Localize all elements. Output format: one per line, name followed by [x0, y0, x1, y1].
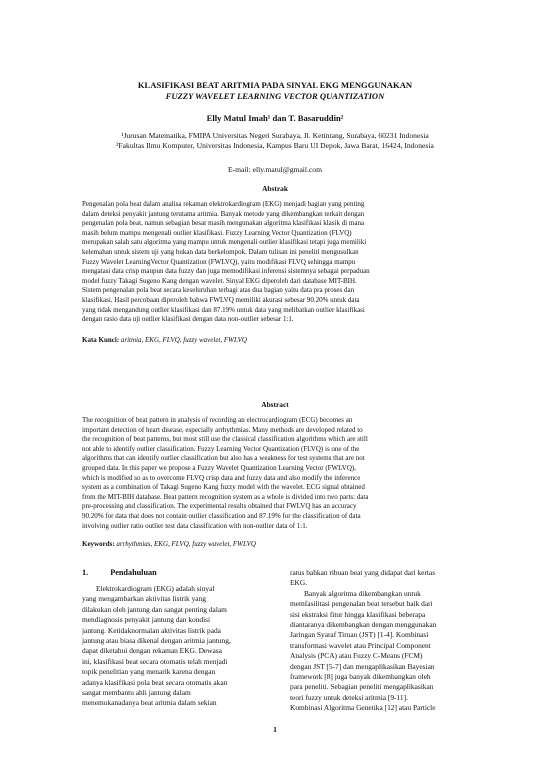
body-line: jantung atau biasa dikenal dengan aritmia jantung, — [82, 636, 231, 646]
abstract-body — [82, 416, 468, 531]
body-line: menemukanadanya beat aritmia dalam sekian — [82, 698, 217, 708]
paper-title — [60, 80, 490, 102]
abstract-line: involving outlier ratio outlier test data classification with non-outlier data of 1:1. — [82, 521, 308, 530]
body-line: Kombinasi Algoritma Genetika [12] atau Particle — [290, 703, 436, 713]
abstract-line: important detection of heart disease, especially arrhythmias. Many methods are developed related to — [82, 425, 363, 434]
abstract-line: which is modified so as to overcome FLVQ crisp data and fuzzy data and also modify the inference — [82, 473, 361, 482]
abstract-heading: Abstract — [261, 400, 289, 409]
body-line: dapat diketahui dengan rekaman EKG. Dewasa — [82, 646, 222, 656]
abstrak-line: Fuzzy Wavelet LearningVector Quantization (FWLVQ), yaitu modifikasi FLVQ sehingga mampu — [82, 257, 356, 266]
keywords — [82, 540, 468, 548]
body-line: sangat membantu ahli jantung dalam — [82, 688, 191, 698]
body-line: Banyak algoritma dikembangkan untuk — [304, 588, 421, 598]
affiliation-1: ¹Jurusan Matematika, FMIPA Universitas Negeri Surabaya, Jl. Ketintang, Surabaya, 60231 Indonesia — [121, 131, 429, 140]
author-list: Elly Matul Imah¹ dan T. Basaruddin² — [206, 113, 344, 123]
body-line: dilakukan oleh jantung dan sangat penting dalam — [82, 604, 227, 614]
keywords-label: Keywords: — [82, 540, 115, 548]
body-line: Elektrokardiogram (EKG) adalah sinyal — [96, 584, 215, 593]
body-line: dengan JST [5-7] dan mengaplikasikan Bayesian — [290, 661, 435, 671]
section-number: 1. — [82, 568, 89, 577]
body-line: Analysis (PCA) atau Fuzzy C-Means (FCM) — [290, 651, 423, 661]
abstract-line: from the MIT-BIH database. Beat pattern recognition system as a whole is divided into two parts: data — [82, 492, 369, 501]
keywords-values: arrhythmias, EKG, FLVQ, fuzzy wavelet, FWLVQ — [116, 540, 256, 548]
abstract-line: grouped data. In this paper we propose a Fuzzy Wavelet Quantization Learning Vector (FWLVQ), — [82, 463, 356, 472]
body-line: ratus bahkan ribuan beat yang didapat dari kertas — [290, 568, 436, 577]
body-line: framework [8] juga banyak dikembangkan oleh — [290, 672, 431, 682]
column-right — [290, 568, 490, 714]
body-line: jantung. Ketidaknormalan aktivitas listrik pada — [82, 625, 221, 635]
body-line: transformasi wavelet atau Principal Component — [290, 640, 431, 650]
abstrak-line: dengan rasio data uji outlier klasifikasi dengan data non-outlier sebesar 1:1. — [82, 315, 294, 324]
abstract-line: algorithms that can identify outlier classification but also has a weakness for test systems that are not — [82, 454, 365, 463]
body-line: yang mengambarkan aktivitas listrik yang — [82, 594, 206, 604]
abstract-line: pre-processing and classification. The experimental results obtained that FWLVQ has an accuracy — [82, 502, 357, 511]
body-line: EKG. — [290, 578, 308, 588]
abstrak-body — [82, 200, 468, 325]
section-title: Pendahuluan — [110, 568, 157, 577]
body-line: diantaranya dikembangkan dengan menggunakan — [290, 620, 437, 630]
section-heading — [82, 568, 157, 577]
body-line: teori fuzzy untuk deteksi aritmia [9-11]. — [290, 692, 408, 702]
abstract-line: not able to identify outlier classification. Fuzzy Learning Vector Quantization (FLVQ) is one of the — [82, 444, 360, 453]
kata-kunci — [82, 336, 468, 344]
column-left — [82, 584, 282, 709]
kata-kunci-label: Kata Kunci: — [82, 336, 120, 344]
body-line: memfasilitasi pengenalan beat tersebut baik dari — [290, 599, 433, 609]
abstract-line: system as a combination of Takagi Sugeno Kang fuzzy model with the wavelet. ECG signal obtained — [82, 483, 365, 492]
abstrak-line: pengenalan pola beat, namun sebagian besar masih mengunakan algoritma klasifikasi klasik di mana — [82, 219, 365, 228]
body-line: adanya klasifikasi pola beat secara otomatis akan — [82, 677, 228, 687]
page-number: 1 — [273, 725, 277, 734]
affiliation-2: ²Fakultas Ilmu Komputer, Universitas Indonesia, Kampus Baru UI Depok, Jawa Barat, 16424, Indonesia — [116, 141, 434, 150]
author-email: E-mail: elly.matul@gmail.com — [227, 165, 323, 174]
abstrak-line: Sistem pengenalan pola beat secara keseluruhan terbagi atas dua bagian yaitu data pra proses dan — [82, 286, 355, 295]
abstract-line: the recognition of beat patterns, but most still use the classical classification algorithms which are still — [82, 435, 368, 444]
abstrak-line: klasifikasi. Hasil percobaan diperoleh bahwa FWLVQ memiliki akurasi sebesar 90.20% untuk data — [82, 295, 360, 304]
kata-kunci-values: aritmia, EKG, FLVQ, fuzzy wavelet, FWLVQ — [120, 336, 247, 344]
abstrak-heading: Abstrak — [262, 184, 288, 193]
title-line-2: FUZZY WAVELET LEARNING VECTOR QUANTIZATION — [165, 91, 385, 101]
abstrak-line: merupakan salah satu algoritma yang mampu untuk mengenali outlier klasifikasi tetapi juga memiliki — [82, 238, 367, 247]
title-line-1: KLASIFIKASI BEAT ARITMIA PADA SINYAL EKG MENGGUNAKAN — [137, 80, 413, 90]
abstrak-line: masih belum mampu mengenali outlier klasifikasi. Fuzzy Learning Vector Quantization (FLVQ) — [82, 228, 352, 237]
body-line: mendiagnosis penyakit jantung dan kondisi — [82, 615, 211, 625]
body-line: topik penelitian yang menarik karena dengan — [82, 667, 216, 677]
abstrak-line: Pengenalan pola beat dalam analisa rekaman elektrokardiogram (EKG) menjadi bagian yang penting — [82, 200, 365, 208]
abstract-line: The recognition of beat pattern in analysis of recording an electrocardiogram (ECG) becomes an — [82, 416, 353, 424]
abstrak-line: model fuzzy Takagi Sugeno Kang dengan wavelet. Sinyal EKG diperoleh dari database MIT-BIH. — [82, 276, 357, 285]
abstract-line: 90.20% for data that does not contain outlier classification and 87.19% for the classification of data — [82, 511, 361, 520]
abstrak-line: yang tidak mengandung outlier klasifikasi dan 87.19% untuk data yang melibatkan outlier klasifikasi — [82, 305, 365, 314]
abstrak-line: dalam deteksi penyakit jantung terutama aritmia. Banyak metode yang dikembangkan terkait dengan — [82, 209, 365, 218]
body-line: para peneliti. Sebagian peneliti mengaplikasikan — [290, 682, 434, 692]
affiliations — [40, 131, 510, 151]
abstrak-line: mengatasi data crisp maupun data fuzzy dan juga memodifikasi inferensi sistemnya sebagai perpaduan — [82, 267, 370, 276]
abstrak-line: kelemahan untuk sistem uji yang bukan data berkelompok. Dalam tulisan ini peneliti mengusulkan — [82, 247, 359, 256]
body-line: ini, klasifikasi beat secara otomatis telah menjadi — [82, 656, 228, 666]
body-line: sisi ekstraksi fitur hingga klasifikasi beberapa — [290, 609, 426, 619]
body-line: Jaringan Syaraf Tiruan (JST) [1-4]. Kombinasi — [290, 630, 429, 640]
